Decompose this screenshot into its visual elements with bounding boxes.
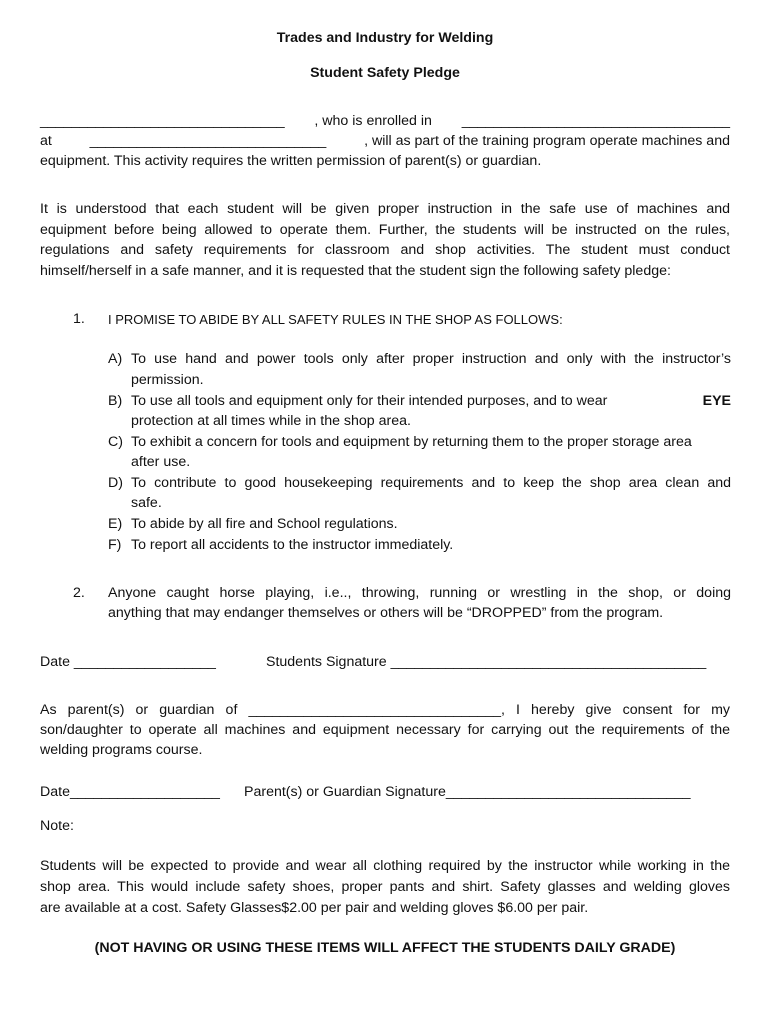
parent-date-field[interactable]: Date___________________: [40, 784, 220, 800]
note-line: shop area. This would include safety shoes, proper pants and shirt. Safety glasses and welding gloves: [40, 879, 730, 895]
intro-line-3: equipment. This activity requires the written permission of parent(s) or guardian.: [40, 153, 542, 169]
list-item-text: To report all accidents to the instructor immediately.: [131, 537, 454, 553]
school-name-blank[interactable]: ______________________________: [89, 133, 327, 149]
student-signature-field[interactable]: Students Signature ________________________________________: [266, 654, 707, 670]
list-item-label: B): [108, 393, 123, 409]
note-line: Students will be expected to provide and wear all clothing required by the instructor while working in the: [40, 858, 730, 874]
rule-text: I PROMISE TO ABIDE BY ALL SAFETY RULES IN THE SHOP AS FOLLOWS:: [108, 312, 563, 327]
consent-line: son/daughter to operate all machines and equipment necessary for carrying out the requirements of the: [40, 722, 730, 738]
paragraph-line: It is understood that each student will be given proper instruction in the safe use of machines and: [40, 201, 730, 217]
note-label: Note:: [40, 818, 74, 834]
intro-line-1: [40, 113, 730, 129]
list-item-text: protection at all times while in the shop area.: [131, 413, 411, 429]
intro-training-text: , will as part of the training program operate machines and: [364, 133, 730, 149]
list-item-text-part: To use all tools and equipment only for their intended purposes, and to wear: [131, 393, 608, 409]
list-item-text: To abide by all fire and School regulations.: [131, 516, 398, 532]
paragraph-line: himself/herself in a safe manner, and it is requested that the student sign the following safety pledge:: [40, 263, 671, 279]
document-subtitle: Student Safety Pledge: [310, 65, 460, 81]
rule-number: 1.: [73, 311, 85, 327]
rule-text: Anyone caught horse playing, i.e.., throwing, running or wrestling in the shop, or doing: [108, 585, 731, 601]
list-item-text: To contribute to good housekeeping requirements and to keep the shop area clean and: [131, 475, 731, 491]
list-item-label: A): [108, 351, 123, 367]
rule-number: 2.: [73, 585, 85, 601]
paragraph-line: equipment before being allowed to operate them. Further, the students will be instructed on the rules,: [40, 222, 730, 238]
grade-warning: (NOT HAVING OR USING THESE ITEMS WILL AFFECT THE STUDENTS DAILY GRADE): [94, 940, 676, 956]
list-item-text: To use hand and power tools only after proper instruction and only with the instructor’s: [131, 351, 731, 367]
intro-enrolled-text: , who is enrolled in: [314, 113, 432, 129]
rule-text: anything that may endanger themselves or others will be “DROPPED” from the program.: [108, 605, 664, 621]
consent-line: As parent(s) or guardian of ________________________________, I hereby give consent for my: [40, 702, 730, 718]
list-item-text: permission.: [131, 372, 204, 388]
list-item-text: safe.: [131, 495, 162, 511]
parent-signature-field[interactable]: Parent(s) or Guardian Signature_______________________________: [244, 784, 691, 800]
list-item-text: after use.: [131, 454, 191, 470]
list-item-label: C): [108, 434, 123, 450]
program-name-blank[interactable]: __________________________________: [461, 113, 730, 129]
list-item-text: [131, 393, 731, 409]
intro-line-2: [40, 133, 730, 149]
student-date-field[interactable]: Date __________________: [40, 654, 216, 670]
eye-emphasis: EYE: [702, 393, 731, 409]
list-item-label: D): [108, 475, 123, 491]
list-item-label: E): [108, 516, 123, 532]
consent-line: welding programs course.: [40, 742, 203, 758]
list-item-label: F): [108, 537, 122, 553]
intro-at-text: at: [40, 133, 52, 149]
list-item-text: To exhibit a concern for tools and equipment by returning them to the proper storage area: [131, 434, 692, 450]
student-name-blank[interactable]: _______________________________: [40, 113, 285, 129]
paragraph-line: regulations and safety requirements for classroom and shop activities. The student must conduct: [40, 242, 730, 258]
document-title: Trades and Industry for Welding: [276, 30, 494, 46]
note-line: are available at a cost. Safety Glasses$2.00 per pair and welding gloves $6.00 per pair.: [40, 900, 589, 916]
